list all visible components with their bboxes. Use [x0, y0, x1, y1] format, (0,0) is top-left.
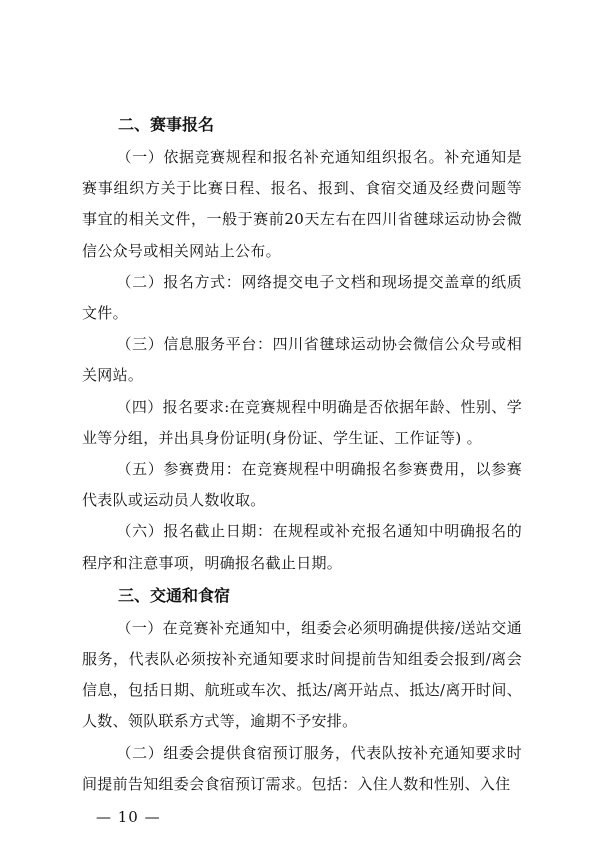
- document-body: [82, 108, 522, 800]
- paragraph: （一）依据竞赛规程和报名补充通知组织报名。补充通知是赛事组织方关于比赛日程、报名、报到、食宿交通及经费问题等事宜的相关文件，一般于赛前20天左右在四川省毽球运动协会微信公众号或相关网站上公布。: [82, 148, 522, 260]
- paragraph: （二）组委会提供食宿预订服务，代表队按补充通知要求时间提前告知组委会食宿预订需求。包括：入住人数和性别、入住: [82, 743, 522, 793]
- paragraph: （一）在竞赛补充通知中，组委会必须明确提供接/送站交通服务，代表队必须按补充通知要求时间提前告知组委会报到/离会信息，包括日期、航班或车次、抵达/离开站点、抵达/离开时间、人数、领队联系方式等，逾期不予安排。: [82, 618, 522, 731]
- section-heading-transport-lodging: 三、交通和食宿: [118, 585, 231, 605]
- paragraph: （六）报名截止日期：在规程或补充报名通知中明确报名的程序和注意事项，明确报名截止日期。: [82, 522, 522, 572]
- page-number: — 10 —: [96, 808, 161, 826]
- paragraph: （四）报名要求:在竞赛规程中明确是否依据年龄、性别、学业等分组，并出具身份证明(身份证、学生证、工作证等) 。: [82, 397, 522, 447]
- paragraph: （三）信息服务平台：四川省毽球运动协会微信公众号或相关网站。: [82, 335, 522, 385]
- paragraph: （五）参赛费用：在竞赛规程中明确报名参赛费用，以参赛代表队或运动员人数收取。: [82, 460, 522, 510]
- section-heading-registration: 二、赛事报名: [118, 115, 215, 134]
- paragraph: （二）报名方式：网络提交电子文档和现场提交盖章的纸质文件。: [82, 272, 522, 323]
